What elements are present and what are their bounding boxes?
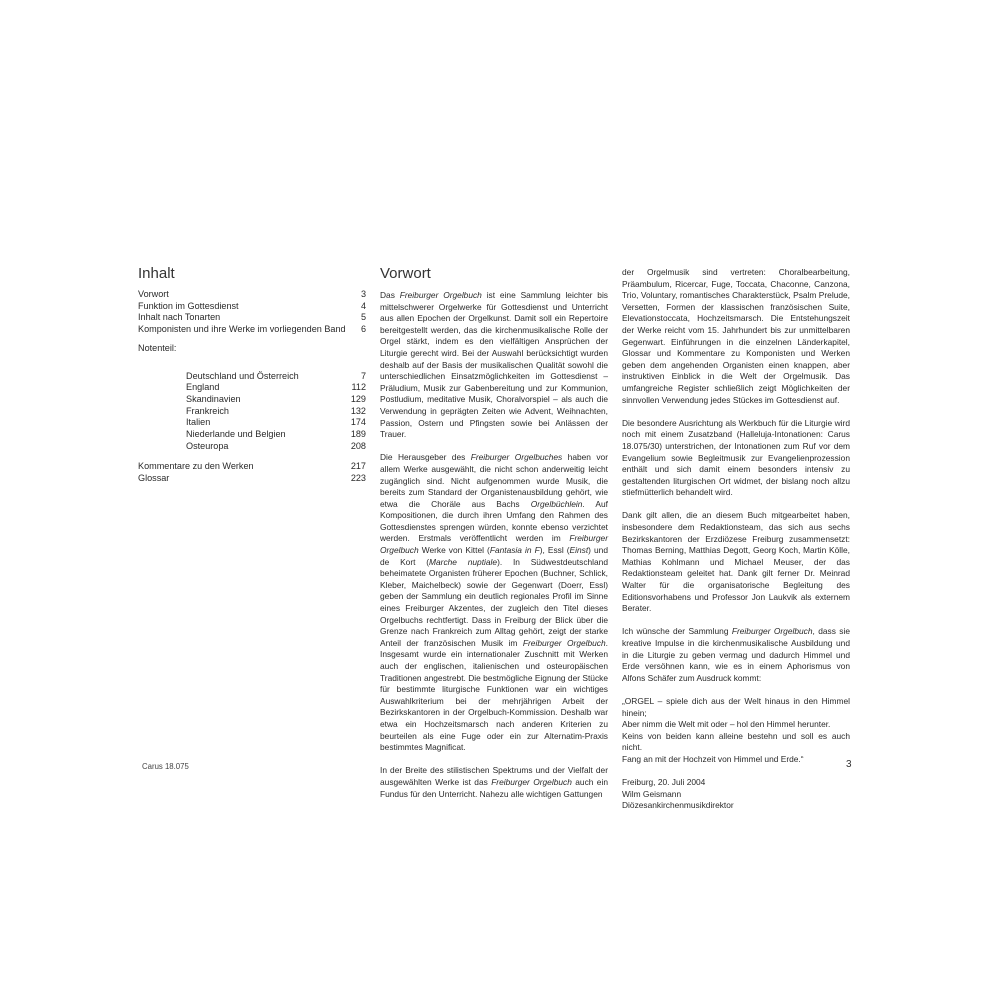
italic-title: Fantasia in F <box>489 545 540 556</box>
text-run: In der Breite des stilistischen Spektrums und der Vielfalt der ausgewählten Werke ist das <box>380 765 608 787</box>
toc-notenteil-label: Notenteil: <box>138 342 177 353</box>
vorwort-column-left <box>380 290 608 800</box>
toc-entry[interactable] <box>138 289 366 301</box>
toc-entry-label: Glossar <box>138 473 170 484</box>
quote-line: Aber nimm die Welt mit oder – hol den Himmel herunter. <box>622 719 831 730</box>
italic-title: Freiburger Orgelbuches <box>470 452 563 463</box>
toc-region-label: Osteuropa <box>186 440 229 451</box>
text-run: Die Herausgeber des <box>380 452 471 463</box>
italic-title: Freiburger Orgelbuch <box>522 637 606 648</box>
italic-title: Einst <box>569 545 589 556</box>
toc-entry-page: 5 <box>360 312 366 323</box>
catalog-number: Carus 18.075 <box>142 762 189 771</box>
italic-title: Freiburger Orgelbuch <box>731 626 813 637</box>
toc-entry-label: Funktion im Gottesdienst <box>138 300 239 311</box>
toc-region-page: 129 <box>350 393 366 404</box>
aphorism-quote <box>622 696 850 766</box>
toc-region-entry[interactable] <box>138 429 366 441</box>
toc-region-entry[interactable] <box>138 441 366 453</box>
text-run: Werke von Kittel ( <box>418 545 490 556</box>
toc-region-label: Italien <box>186 417 211 428</box>
vorwort-paragraph-5: Die besondere Ausrichtung als Werkbuch für die Liturgie wird noch mit einem Zusatzband (Halleluja-Intonationen: Carus 18.075/30) unterstrichen, der Intonationen zum Ruf vor dem Evangelium sowie Begleitmusik zur Evangelienprozession enthält und sich damit einem besonders intensiv zu gestaltenden liturgischen Ort widmet, der bislang noch allzu stiefmütterlich behandelt wird. <box>622 417 850 498</box>
toc-region-entry[interactable] <box>138 371 366 383</box>
text-run: haben vor allem Werke ausgewählt, die nicht schon anderweitig leicht zugänglich sind. Nicht aufgenommen wurde Musik, die bereits zum Standard der Organistenausbildung gehört, wie etwa die Choräle aus Bachs <box>380 452 608 509</box>
text-run: auch ein Fundus für den Unterricht. Nahezu alle wichtigen Gattungen <box>380 776 608 799</box>
italic-title: Orgelbüchlein <box>530 498 583 509</box>
text-run: Das <box>380 290 400 300</box>
toc-region-entry[interactable] <box>138 417 366 429</box>
text-run: ). In Südwestdeutschland beheimatete Organisten früherer Epochen (Buchner, Schlick, Kleber, Maichelbeck) sowie der Gegenwart (Doerr, Essl) geben der Sammlung ein deutlich regionales Profil im Sinne eines Freiburger Akzentes, der zugleich den Titel dieses Orgelbuchs rechtfertigt. Dass in Freiburg der Blick über die Grenze nach Frankreich zum Alltag gehört, zeigt der starke Anteil der französischen Musik im <box>380 556 608 648</box>
vorwort-paragraph-6: Dank gilt allen, die an diesem Buch mitgearbeitet haben, insbesondere dem Redaktionsteam, das sich aus sechs Bezirkskantoren der Erzdiözese Freiburg zusammensetzt: Thomas Berning, Matthias Degott, Georg Koch, Martin Kölle, Mathias Kohlmann und Michael Meuser, der das Redaktionsteam geleitet hat. Dank gilt ferner Dr. Meinrad Walter für die organisatorische Begleitung des Editionsvorhabens und Professor Jon Laukvik als externem Berater. <box>622 510 850 614</box>
toc-entry-page: 3 <box>360 289 366 299</box>
toc-entry-label: Inhalt nach Tonarten <box>138 312 221 323</box>
vorwort-paragraph-4: der Orgelmusik sind vertreten: Choralbearbeitung, Präambulum, Ricercar, Fuge, Toccata, Chaconne, Canzona, Trio, Voluntary, romantisches Charakterstück, Psalm Prelude, Versetten, Formen der klassischen französischen Suite, Elevationstoccata, Hochzeitsmarsch. Die Entstehungszeit der Werke reicht vom 15. Jahrhundert bis zur unmittelbaren Gegenwart. Einführungen in die einzelnen Länderkapitel, Glossar und Kommentare zu Komponisten und Werken geben dem angehenden Organisten einen knappen, aber instruktiven Einblick in die Welt der Orgelmusik. Das umfangreiche Register schließlich zeigt Möglichkeiten der sinnvollen Verwendung jedes Stückes im Gottesdienst auf. <box>622 267 850 405</box>
toc-entry-page: 6 <box>360 324 366 335</box>
text-run: . Insgesamt wurde ein internationaler Zuschnitt mit Werken auch der englischen, italienischen und osteuropäischen Traditionen angestrebt. Die bestmögliche Eignung der Stücke für bestimmte liturgische Funktionen war ein wichtiges Auswahlkriterium bei der mehrjährigen Arbeit der Bezirkskantoren in der Orgelbuch-Kommission. Deshalb war etwa ein Hochzeitsmarsch nach anderen Kriterien zu beurteilen als eine Fuge oder ein zur Alternatim-Praxis bestimmtes Magnificat. <box>380 637 608 753</box>
toc-spacer <box>138 452 366 461</box>
toc-entry-page: 223 <box>350 473 366 484</box>
italic-title: Freiburger Orgelbuch <box>399 290 482 300</box>
text-run: . Auf Kompositionen, die durch ihren Umfang den Rahmen des Gottesdienstes sprengen würden, konnte ebenso verzichtet werden. Erstmals veröffentlicht werden im <box>380 498 608 544</box>
toc-entry-label: Vorwort <box>138 289 169 299</box>
toc-entry-label: Kommentare zu den Werken <box>138 461 254 472</box>
italic-title: Marche nuptiale <box>429 556 498 567</box>
toc-entry[interactable] <box>138 461 366 473</box>
quote-line: Keins von beiden kann alleine bestehn und soll es auch nicht. <box>622 730 850 753</box>
toc-entry-label: Komponisten und ihre Werke im vorliegenden Band <box>138 324 346 335</box>
italic-title: Freiburger Orgelbuch <box>380 533 608 556</box>
toc-region-entry[interactable] <box>138 406 366 418</box>
signature-place-date: Freiburg, 20. Juli 2004 <box>622 777 706 788</box>
table-of-contents <box>138 289 366 485</box>
toc-region-page: 189 <box>350 429 366 440</box>
toc-entry[interactable] <box>138 301 366 313</box>
quote-line: Fang an mit der Hochzeit von Himmel und Erde.“ <box>622 753 804 764</box>
toc-entry-page: 4 <box>360 300 366 311</box>
toc-region-page: 7 <box>360 370 366 381</box>
text-run: , dass sie kreative Impulse in die kirchenmusikalische Ausbildung und in die Liturgie zu geben vermag und dadurch Himmel und Erde versöhnen kann, wie es in einem Aphorismus von Alfons Schäfer zum Ausdruck kommt: <box>622 626 850 683</box>
text-run: ist eine Sammlung leichter bis mittelschwerer Orgelwerke für Gottesdienst und Unterricht aus allen Epochen der Orgelkunst. Damit soll ein Repertoire bereitgestellt werden, das die kirchenmusikalische Rolle der Orgel stärkt, indem es den vielfältigen Ansprüchen der Liturgie gerecht wird. Bei der Auswahl berücksichtigt wurden deshalb auf der Basis der musikalischen Qualität sowohl die unterschiedlichen Einsatzmöglichkeiten im Gottesdienst – Präludium, Musik zur Gabenbereitung und zur Kommunion, Postludium, meditative Musik, Choralvorspiel – als auch die Verwendung in geprägten Zeiten wie Advent, Weihnachten, Passion, Ostern und Pfingsten sowie bei Anlässen der Trauer. <box>380 290 608 440</box>
toc-title: Inhalt <box>138 265 175 282</box>
toc-entry[interactable] <box>138 324 366 336</box>
vorwort-paragraph-3 <box>380 765 608 800</box>
toc-region-page: 112 <box>351 382 366 393</box>
toc-entry-page: 217 <box>350 461 366 472</box>
toc-region-label: Deutschland und Österreich <box>186 370 299 381</box>
toc-region-label: Niederlande und Belgien <box>186 429 286 440</box>
toc-entry[interactable] <box>138 473 366 485</box>
page-number: 3 <box>846 759 852 770</box>
vorwort-paragraph-2 <box>380 452 608 753</box>
toc-region-page: 132 <box>350 405 366 416</box>
quote-line: „ORGEL – spiele dich aus der Welt hinaus in den Himmel hinein; <box>622 695 850 718</box>
italic-title: Freiburger Orgelbuch <box>491 776 572 787</box>
vorwort-column-right <box>622 267 850 812</box>
vorwort-paragraph-1 <box>380 290 608 441</box>
text-run: ), Essl ( <box>539 545 570 556</box>
signature-title: Diözesankirchenmusikdirektor <box>622 800 734 811</box>
toc-region-label: England <box>186 382 220 393</box>
vorwort-title: Vorwort <box>380 265 431 282</box>
vorwort-paragraph-7 <box>622 626 850 684</box>
toc-region-entry[interactable] <box>138 382 366 394</box>
toc-region-label: Skandinavien <box>186 393 241 404</box>
toc-region-page: 174 <box>350 417 366 428</box>
toc-region-entry[interactable] <box>138 394 366 406</box>
text-run: ) und de Kort ( <box>380 545 608 567</box>
signature-author: Wilm Geismann <box>622 788 682 799</box>
toc-entry[interactable] <box>138 312 366 324</box>
text-run: Ich wünsche der Sammlung <box>622 626 732 637</box>
toc-region-label: Frankreich <box>186 405 229 416</box>
toc-region-page: 208 <box>350 440 366 451</box>
